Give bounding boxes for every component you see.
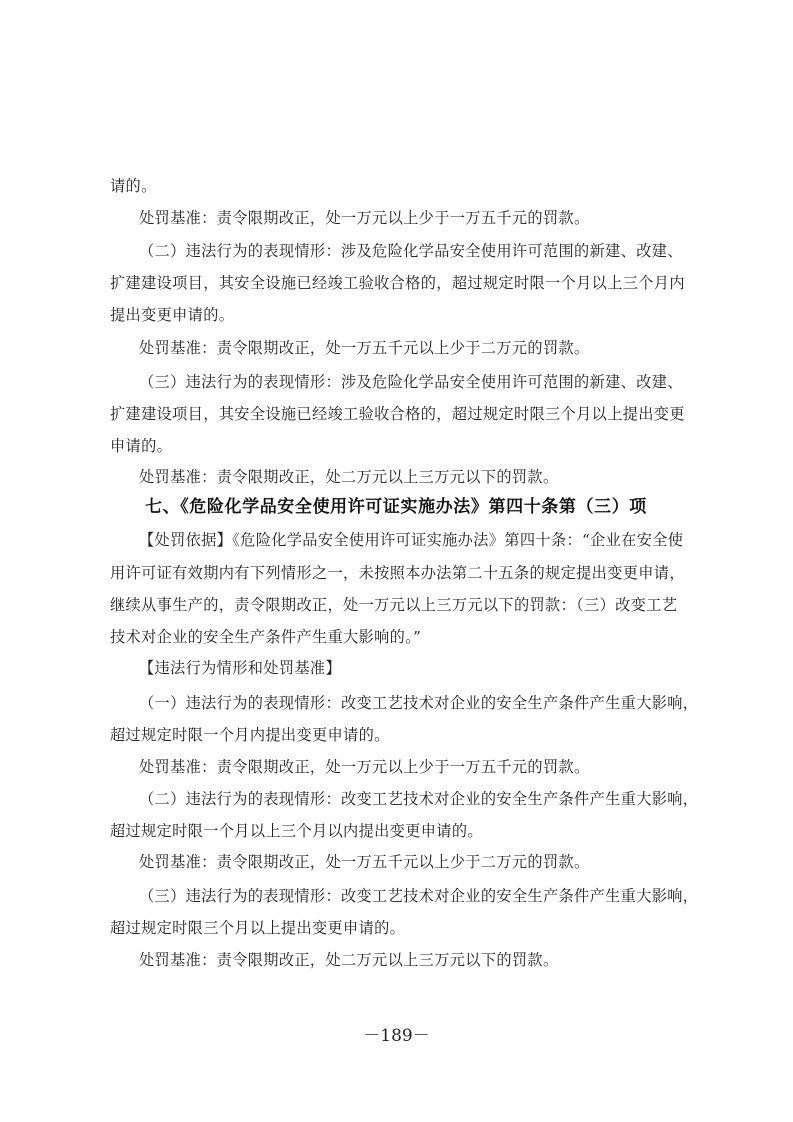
text-line: 处罚基准：责令限期改正，处一万元以上少于一万五千元的罚款。 <box>139 758 590 776</box>
text-line: （二）违法行为的表现情形：涉及危险化学品安全使用许可范围的新建、改建、 <box>139 242 683 260</box>
text-line: 处罚基准：责令限期改正，处二万元以上三万元以下的罚款。 <box>139 468 559 486</box>
text-line: （三）违法行为的表现情形：涉及危险化学品安全使用许可范围的新建、改建、 <box>139 373 683 391</box>
text-line: 用许可证有效期内有下列情形之一，未按照本办法第二十五条的规定提出变更申请， <box>110 564 685 582</box>
text-line: 超过规定时限一个月内提出变更申请的。 <box>110 726 390 744</box>
text-line: 申请的。 <box>110 437 173 455</box>
text-line: 【违法行为情形和处罚基准】 <box>139 659 341 677</box>
text-line: 请的。 <box>110 177 157 195</box>
text-line: （二）违法行为的表现情形：改变工艺技术对企业的安全生产条件产生重大影响， <box>139 790 699 808</box>
text-line: 提出变更申请的。 <box>110 306 235 324</box>
text-line: 技术对企业的安全生产条件产生重大影响的。” <box>110 628 422 646</box>
section-heading: 七、《危险化学品安全使用许可证实施办法》第四十条第（三）项 <box>145 497 647 517</box>
text-line: 处罚基准：责令限期改正，处一万元以上少于一万五千元的罚款。 <box>139 209 590 227</box>
text-line: 超过规定时限一个月以上三个月以内提出变更申请的。 <box>110 822 483 840</box>
text-line: 扩建建设项目，其安全设施已经竣工验收合格的，超过规定时限三个月以上提出变更 <box>110 405 685 423</box>
text-line: 处罚基准：责令限期改正，处一万五千元以上少于二万元的罚款。 <box>139 853 590 871</box>
text-line: 继续从事生产的，责令限期改正，处一万元以上三万元以下的罚款：（三）改变工艺 <box>110 596 678 614</box>
text-line: 【处罚依据】《危险化学品安全使用许可证实施办法》第四十条：“企业在安全使 <box>139 531 684 549</box>
text-line: （一）违法行为的表现情形：改变工艺技术对企业的安全生产条件产生重大影响， <box>139 694 699 712</box>
page-number: －189－ <box>363 1026 430 1046</box>
text-line: 处罚基准：责令限期改正，处一万五千元以上少于二万元的罚款。 <box>139 339 590 357</box>
text-line: （三）违法行为的表现情形：改变工艺技术对企业的安全生产条件产生重大影响， <box>139 887 699 905</box>
text-line: 超过规定时限三个月以上提出变更申请的。 <box>110 919 406 937</box>
text-line: 处罚基准：责令限期改正，处二万元以上三万元以下的罚款。 <box>139 951 559 969</box>
text-line: 扩建建设项目，其安全设施已经竣工验收合格的，超过规定时限一个月以上三个月内 <box>110 274 685 292</box>
